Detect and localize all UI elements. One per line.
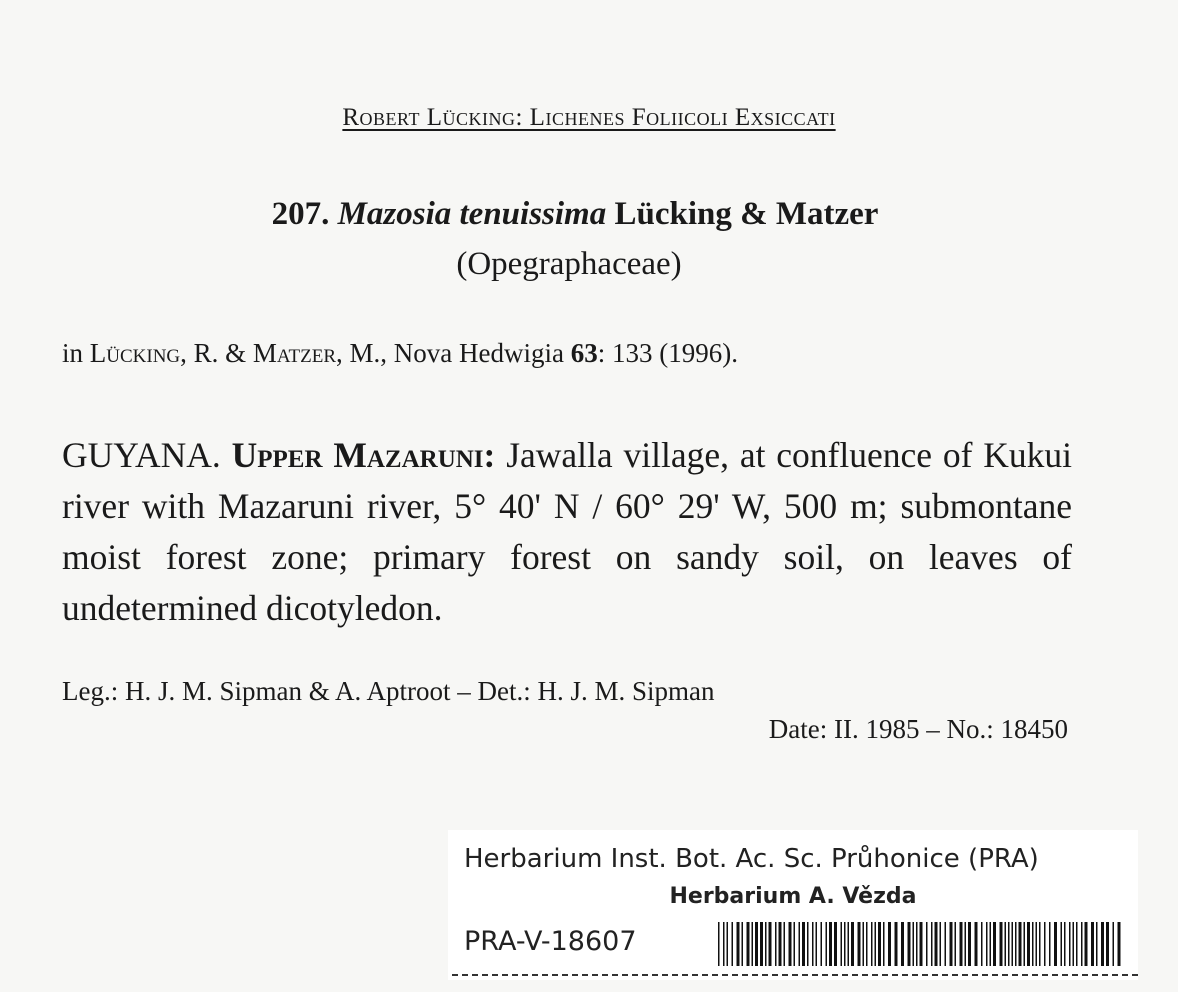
citation-journal: , M., Nova Hedwigia [336, 338, 571, 368]
locality-text [62, 430, 1072, 634]
locality-country: GUYANA. [62, 435, 221, 475]
stamp-specimen-code: PRA-V-18607 [464, 926, 637, 957]
citation-author-2: Matzer [252, 338, 337, 368]
cut-line [452, 974, 1138, 976]
species-name: Mazosia tenuissima [337, 196, 607, 232]
family-name: (Opegraphaceae) [456, 246, 682, 282]
series-title: Robert Lücking: Lichenes Foliicoli Exsiccati [342, 104, 836, 131]
citation-pages: : 133 (1996). [597, 338, 738, 368]
citation-volume: 63 [570, 338, 598, 368]
species-authors: Lücking & Matzer [614, 196, 879, 232]
collector-line: Leg.: H. J. M. Sipman & A. Aptroot – Det.: H. J. M. Sipman [62, 676, 715, 706]
citation [62, 338, 738, 369]
specimen-number: 207. [271, 196, 330, 232]
date-number-line: Date: II. 1985 – No.: 18450 [768, 714, 1068, 744]
herbarium-stamp [448, 830, 1138, 980]
stamp-institution: Herbarium Inst. Bot. Ac. Sc. Průhonice (PRA) [464, 844, 1039, 874]
locality-description: Jawalla village, at confluence of Kukui river with Mazaruni river, 5° 40' N / 60° 29' W, 500 m; submontane moist forest zone; primary forest on sandy soil, on leaves of undetermined dicotyledon. [62, 435, 1073, 628]
species-line [0, 196, 1150, 233]
barcode [718, 922, 1122, 966]
citation-author-1: Lücking [89, 338, 181, 368]
citation-prefix: in [62, 338, 84, 368]
stamp-herbarium: Herbarium A. Vězda [669, 884, 917, 909]
citation-sep-1: , R. & [180, 338, 253, 368]
locality-region: Upper Mazaruni: [231, 435, 496, 475]
